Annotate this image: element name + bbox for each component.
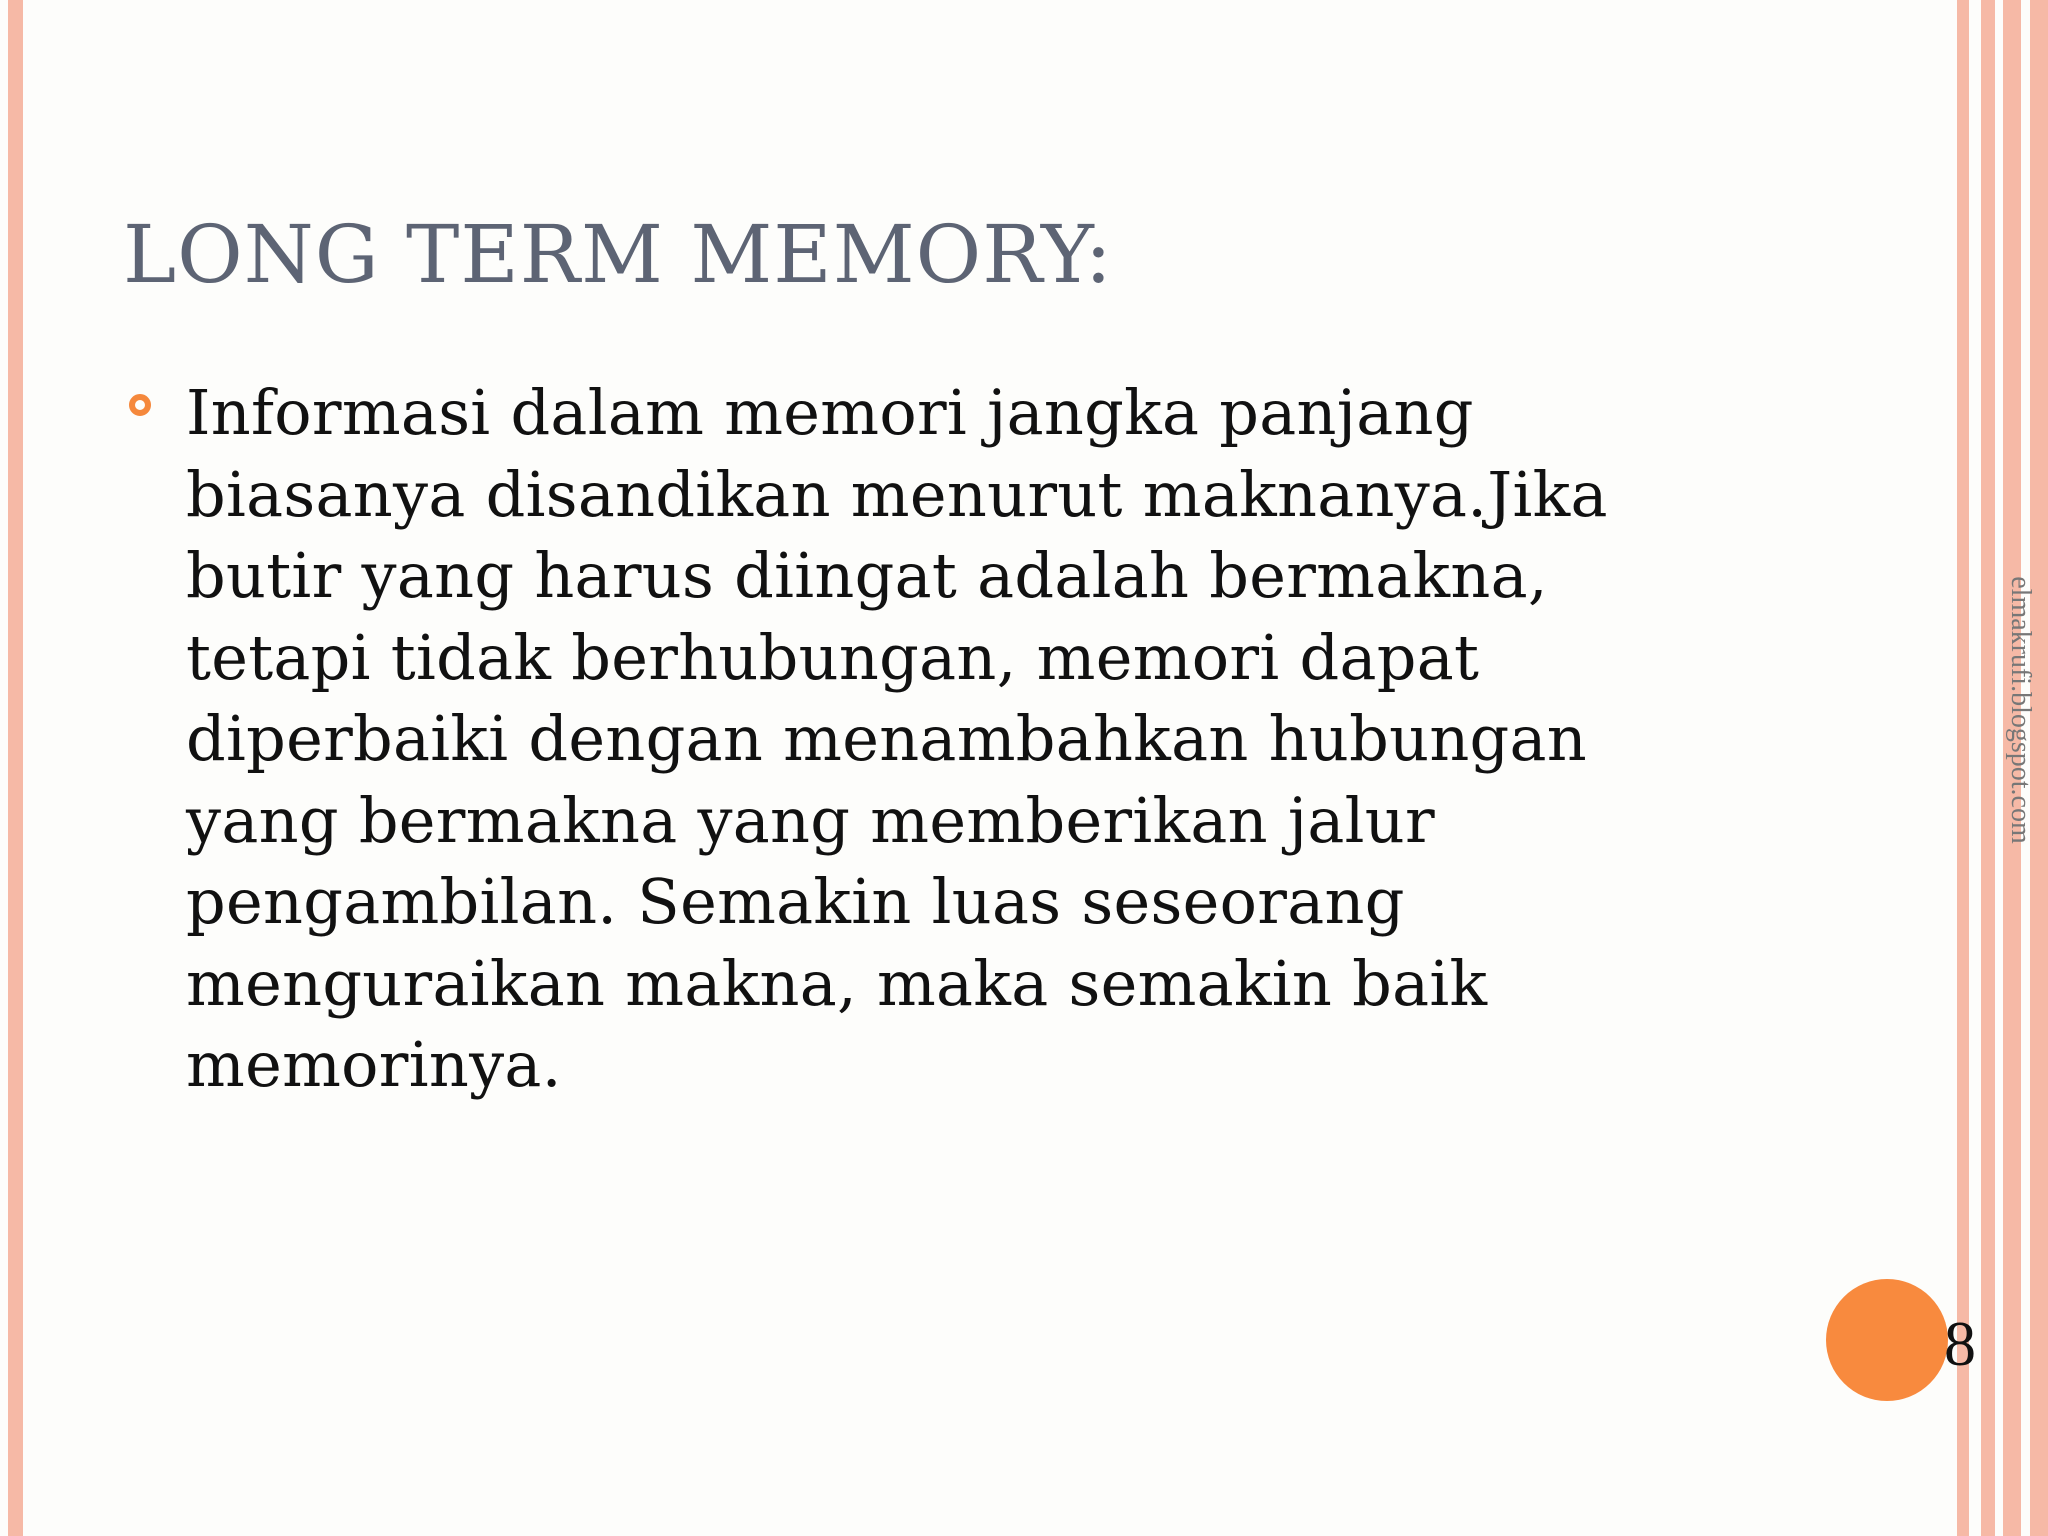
bullet-item bbox=[125, 372, 1685, 1106]
side-credit-text: elmakrufi.blogspot.com bbox=[2005, 576, 2036, 844]
hollow-circle-bullet-icon bbox=[129, 394, 151, 416]
slide-title: LONG TERM MEMORY: bbox=[123, 208, 1113, 301]
right-border-stripe bbox=[1981, 0, 1995, 1536]
left-border-stripe bbox=[8, 0, 23, 1536]
right-border-stripe bbox=[1957, 0, 1969, 1536]
page-number-circle bbox=[1826, 1279, 1948, 1401]
page-number: 8 bbox=[1944, 1308, 1976, 1379]
bullet-text: Informasi dalam memori jangka panjang biasanya disandikan menurut maknanya.Jika butir yang harus diingat adalah bermakna, tetapi tidak berhubungan, memori dapat diperbaiki dengan menambahkan hubungan yang bermakna yang memberikan jalur pengambilan. Semakin luas seseorang menguraikan makna, maka semakin baik memorinya. bbox=[186, 376, 1608, 1101]
